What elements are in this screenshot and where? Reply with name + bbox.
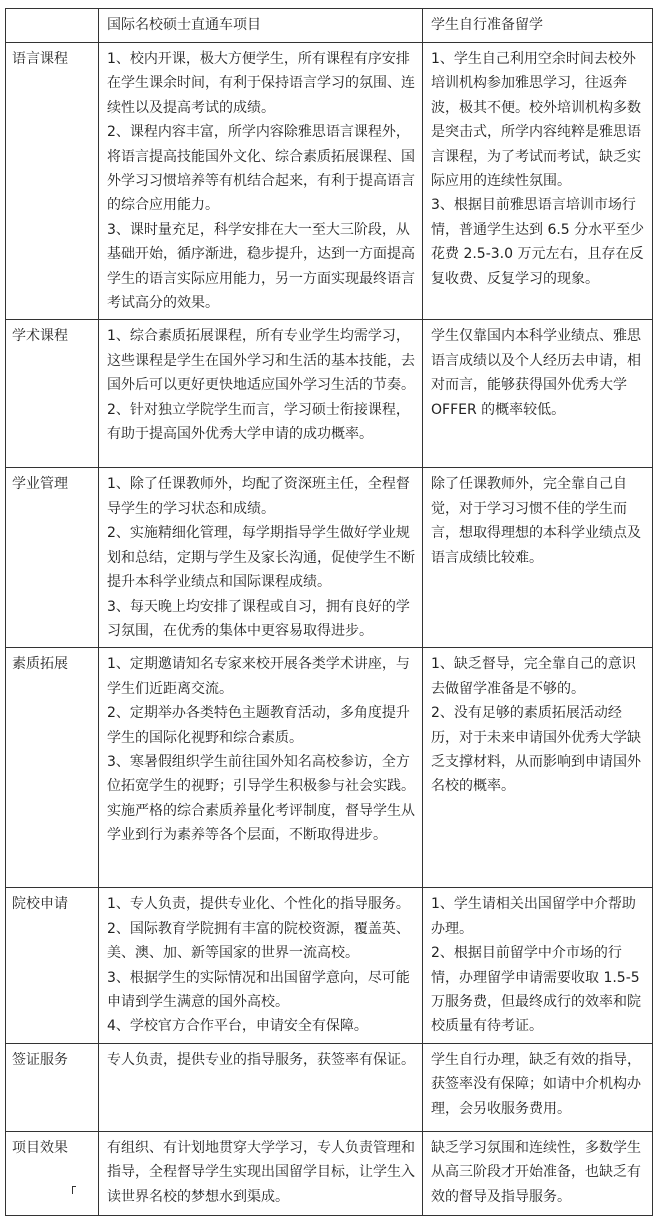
cell-paragraph: 3、根据目前雅思语言培训市场行情，普通学生达到 6.5 分水平至少花费 2.5-3.0 万元左右，且存在反复收费、反复学习的现象。 [431,197,645,287]
table-row [6,1043,653,1131]
self-prep-cell [423,888,653,1043]
cell-paragraph: 3、课时量充足，科学安排在大一至大三阶段，从基础开始，循序渐进，稳步提升，达到一方面提高学生的语言实际应用能力，另一方面实现最终语言考试高分的效果。 [107,221,415,312]
self-prep-cell [423,43,653,320]
cell-paragraph: 2、实施精细化管理，每学期指导学生做好学业规划和总结，定期与学生及家长沟通，促使学生不断提升本科学业绩点和国际课程成绩。 [107,525,415,591]
cell-paragraph: 2、根据目前留学中介市场的行情，办理留学申请需要收取 1.5-5 万服务费，但最终成行的效率和院校质量有待考证。 [431,945,641,1035]
cell-paragraph: 除了任课教师外，完全靠自己自觉，对于学习习惯不佳的学生而言，想取得理想的本科学业绩点及语言成绩比较难。 [431,476,641,566]
cell-paragraph: 3、根据学生的实际情况和出国留学意向，尽可能申请到学生满意的国外高校。 [107,969,410,1010]
cell-paragraph: 实施严格的综合素质养量化考评制度，督导学生从学业到行为素养等各个层面，不断取得进步。 [107,802,415,844]
table-row [6,320,653,468]
cell-paragraph: 专人负责，提供专业的指导服务，获签率有保证。 [107,1051,415,1068]
self-prep-cell [423,1131,653,1215]
self-prep-cell [423,648,653,888]
self-prep-cell [423,468,653,648]
header-self-prep: 学生自行准备留学 [423,9,653,43]
cell-paragraph: 缺乏学习氛围和连续性，多数学生从高三阶段才开始准备，也缺乏有效的督导及指导服务。 [431,1139,641,1205]
program-cell [99,648,423,888]
program-cell [99,1131,423,1215]
cell-paragraph: 3、每天晚上均安排了课程或自习，拥有良好的学习氛围，在优秀的集体中更容易取得进步。 [107,598,410,639]
table-row [6,888,653,1043]
row-category: 学业管理 [6,468,99,648]
program-cell [99,320,423,468]
cell-paragraph: 学生自行办理，缺乏有效的指导，获签率没有保障；如请中介机构办理，会另收服务费用。 [431,1051,641,1117]
header-blank-cell [6,9,99,43]
cell-paragraph: 3、寒暑假组织学生前往国外知名高校参访，全方位拓宽学生的视野；引导学生积极参与社会实践。 [107,753,415,795]
cell-paragraph: 2、针对独立学院学生而言，学习硕士衔接课程，有助于提高国外优秀大学申请的成功概率。 [107,401,410,443]
cell-paragraph: 2、定期举办各类特色主题教育活动，多角度提升学生的国际化视野和综合素质。 [107,705,410,746]
row-category: 学术课程 [6,320,99,468]
program-cell [99,888,423,1043]
cell-paragraph: 2、国际教育学院拥有丰富的院校资源，覆盖英、美、澳、加、新等国家的世界一流高校。 [107,920,410,962]
cell-paragraph: 2、没有足够的素质拓展活动经历，对于未来申请国外优秀大学缺乏支撑材料，从而影响到申请国外名校的概率。 [431,705,641,795]
row-category: 院校申请 [6,888,99,1043]
cell-paragraph: 1、缺乏督导，完全靠自己的意识去做留学准备是不够的。 [431,656,636,697]
cell-paragraph: 学生仅靠国内本科学业绩点、雅思语言成绩以及个人经历去申请，相对而言，能够获得国外优秀大学 OFFER 的概率较低。 [431,328,641,418]
cell-paragraph: 1、专人负责，提供专业化、个性化的指导服务。 [107,896,410,913]
row-category: 素质拓展 [6,648,99,888]
cell-paragraph: 1、校内开课，极大方便学生，所有课程有序安排在学生课余时间，有利于保持语言学习的氛围、连续性以及提高考试的成绩。 [107,51,415,116]
row-category: 语言课程 [6,43,99,320]
cell-paragraph: 2、课程内容丰富，所学内容除雅思语言课程外，将语言提高技能国外文化、综合素质拓展课程、国外学习习惯培养等有机结合起来，有利于提高语言的综合应用能力。 [107,124,415,214]
table-row [6,648,653,888]
cell-paragraph: 1、学生自己利用空余时间去校外培训机构参加雅思学习，往返奔波，极其不便。校外培训机构多数是突击式，所学内容纯粹是雅思语言课程，为了考试而考试，缺乏实际应用的连续性氛围。 [431,51,641,190]
cell-paragraph: 1、定期邀请知名专家来校开展各类学术讲座，与学生们近距离交流。 [107,656,410,697]
table-row [6,43,653,320]
program-cell [99,43,423,320]
row-category: 签证服务 [6,1043,99,1131]
program-cell [99,1043,423,1131]
program-cell [99,468,423,648]
table-row [6,1131,653,1215]
cell-paragraph: 1、综合素质拓展课程，所有专业学生均需学习，这些课程是学生在国外学习和生活的基本技能，去国外后可以更好更快地适应国外学习生活的节奏。 [107,328,415,394]
header-program: 国际名校硕士直通车项目 [99,9,423,43]
self-prep-cell [423,320,653,468]
cell-paragraph: 4、学校官方合作平台，申请安全有保障。 [107,1018,368,1035]
cell-paragraph: 1、除了任课教师外，均配了资深班主任，全程督导学生的学习状态和成绩。 [107,476,410,517]
header-row [6,9,653,43]
cell-paragraph: 1、学生请相关出国留学中介帮助办理。 [431,896,636,937]
comparison-table [5,8,653,1216]
row-category: 项目效果 [6,1131,99,1215]
self-prep-cell [423,1043,653,1131]
cell-paragraph: 有组织、有计划地贯穿大学学习，专人负责管理和指导，全程督导学生实现出国留学目标，让学生入读世界名校的梦想水到渠成。 [107,1139,415,1205]
table-row [6,468,653,648]
